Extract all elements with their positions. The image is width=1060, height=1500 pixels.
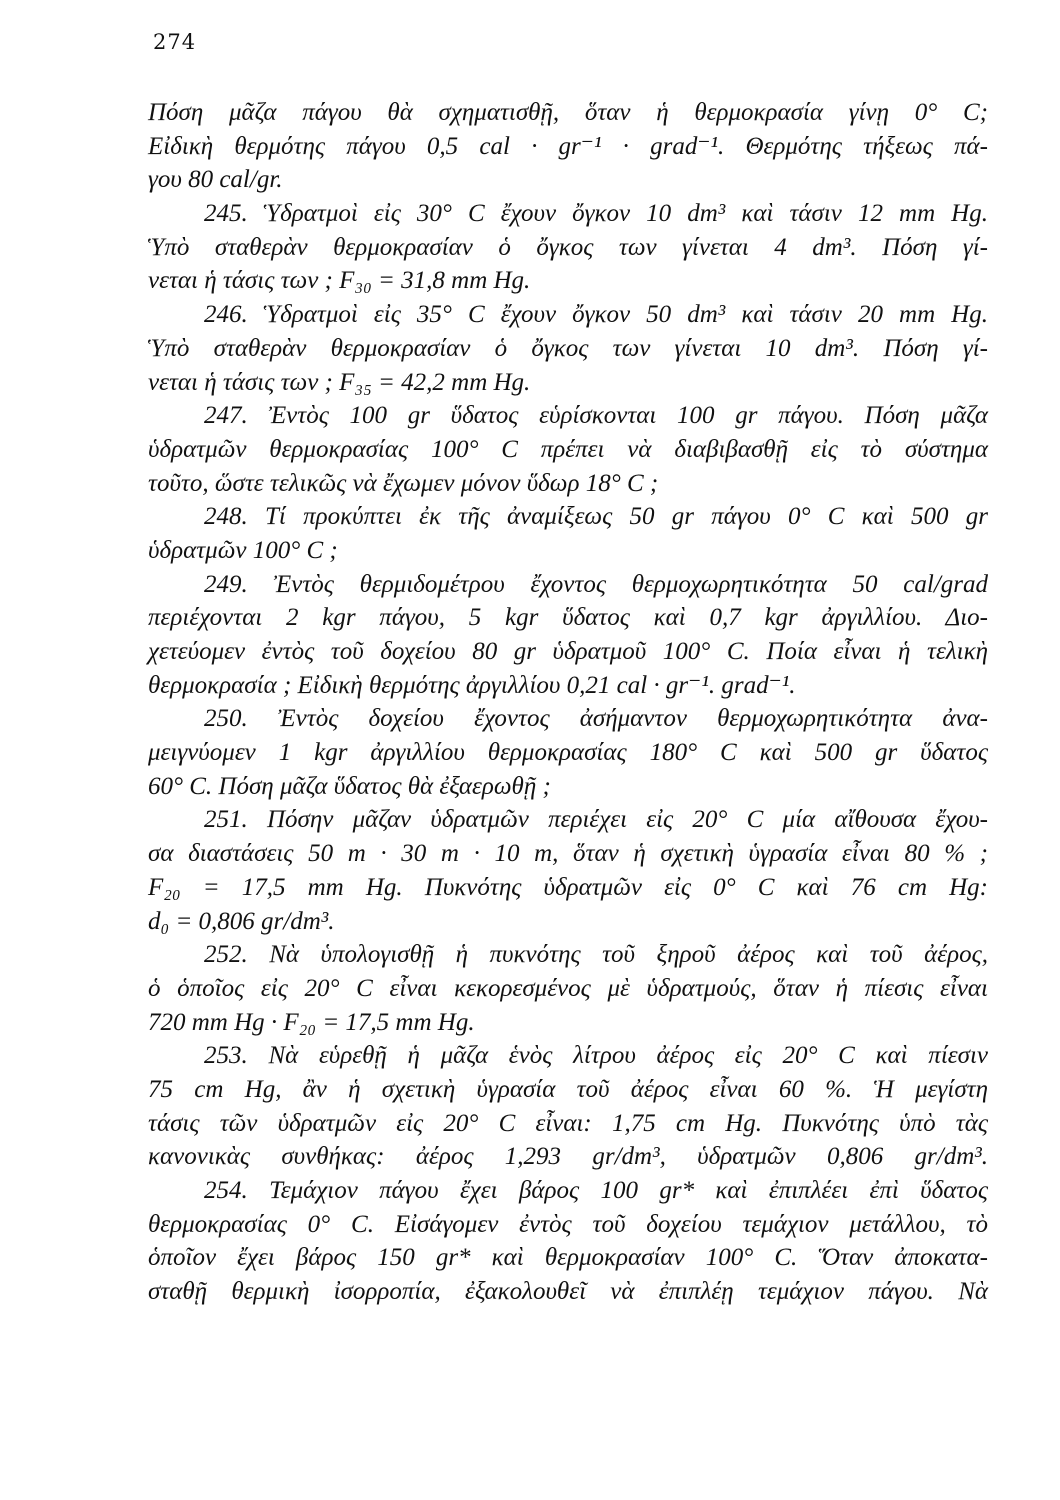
text-line: σα διαστάσεις 50 m · 30 m · 10 m, ὅταν ἡ σχετικὴ ὑγρασία εἶναι 80 % ; (148, 840, 988, 868)
text-line: σταθῇ θερμικὴ ἰσορροπία, ἐξακολουθεῖ νὰ ἐπιπλέῃ τεμάχιον πάγου. Νὰ (148, 1278, 988, 1306)
text-line: μειγνύομεν 1 kgr ἀργιλλίου θερμοκρασίας 180° C καὶ 500 gr ὕδατος (148, 739, 988, 767)
text-line: θερμοκρασία ; Εἰδικὴ θερμότης ἀργιλλίου 0,21 cal · gr⁻¹. grad⁻¹. (148, 671, 796, 699)
text-line: γου 80 cal/gr. (148, 166, 283, 194)
text-line: 720 mm Hg · F₂₀ = 17,5 mm Hg. (148, 1008, 475, 1036)
exercise-text-block (148, 96, 988, 1309)
text-line: Εἰδικὴ θερμότης πάγου 0,5 cal · gr⁻¹ · grad⁻¹. Θερμότης τήξεως πά- (148, 132, 988, 160)
text-line: 251. Πόσην μᾶζαν ὑδρατμῶν περιέχει εἰς 20° C μία αἴθουσα ἔχου- (204, 806, 988, 834)
text-line: Ὑπὸ σταθερὰν θερμοκρασίαν ὁ ὄγκος των γίνεται 4 dm³. Πόση γί- (148, 233, 988, 261)
text-line: 253. Νὰ εὑρεθῇ ἡ μᾶζα ἑνὸς λίτρου ἀέρος εἰς 20° C καὶ πίεσιν (204, 1042, 988, 1070)
text-line: τάσις τῶν ὑδρατμῶν εἰς 20° C εἶναι: 1,75 cm Hg. Πυκνότης ὑπὸ τὰς (148, 1109, 988, 1137)
text-line: d₀ = 0,806 gr/dm³. (148, 907, 335, 935)
text-line: 245. Ὑδρατμοὶ εἰς 30° C ἔχουν ὄγκον 10 dm³ καὶ τάσιν 12 mm Hg. (204, 200, 988, 228)
text-line: 248. Τί προκύπτει ἐκ τῆς ἀναμίξεως 50 gr πάγου 0° C καὶ 500 gr (204, 503, 988, 531)
page-number: 274 (153, 30, 197, 54)
text-line: 247. Ἐντὸς 100 gr ὕδατος εὑρίσκονται 100 gr πάγου. Πόση μᾶζα (204, 402, 988, 430)
text-line: ὑδρατμῶν θερμοκρασίας 100° C πρέπει νὰ διαβιβασθῇ εἰς τὸ σύστημα (148, 435, 988, 463)
text-line: ὑδρατμῶν 100° C ; (148, 536, 338, 564)
text-line: χετεύομεν ἐντὸς τοῦ δοχείου 80 gr ὑδρατμοῦ 100° C. Ποία εἶναι ἡ τελικὴ (148, 638, 988, 665)
text-line: 75 cm Hg, ἂν ἡ σχετικὴ ὑγρασία τοῦ ἀέρος εἶναι 60 %. Ἡ μεγίστη (148, 1075, 988, 1103)
text-line: 254. Τεμάχιον πάγου ἔχει βάρος 100 gr* καὶ ἐπιπλέει ἐπὶ ὕδατος (204, 1177, 988, 1204)
text-line: κανονικὰς συνθήκας: ἀέρος 1,293 gr/dm³, ὑδρατμῶν 0,806 gr/dm³. (148, 1143, 988, 1171)
text-line: 250. Ἐντὸς δοχείου ἔχοντος ἀσήμαντον θερμοχωρητικότητα ἀνα- (204, 705, 988, 733)
text-line: ὁ ὁποῖος εἰς 20° C εἶναι κεκορεσμένος μὲ ὑδρατμούς, ὅταν ἡ πίεσις εἶναι (148, 974, 988, 1002)
text-line: ὁποῖον ἔχει βάρος 150 gr* καὶ θερμοκρασίαν 100° C. Ὅταν ἀποκατα- (148, 1244, 988, 1272)
text-line: 246. Ὑδρατμοὶ εἰς 35° C ἔχουν ὄγκον 50 dm³ καὶ τάσιν 20 mm Hg. (204, 301, 988, 329)
text-line: Πόση μᾶζα πάγου θὰ σχηματισθῇ, ὅταν ἡ θερμοκρασία γίνῃ 0° C; (148, 99, 988, 126)
text-line: Ὑπὸ σταθερὰν θερμοκρασίαν ὁ ὄγκος των γίνεται 10 dm³. Πόση γί- (148, 334, 988, 362)
text-line: περιέχονται 2 kgr πάγου, 5 kgr ὕδατος καὶ 0,7 kgr ἀργιλλίου. Διο- (148, 604, 988, 632)
text-line: θερμοκρασίας 0° C. Εἰσάγομεν ἐντὸς τοῦ δοχείου τεμάχιον μετάλλου, τὸ (148, 1210, 988, 1238)
text-line: νεται ἡ τάσις των ; F₃₅ = 42,2 mm Hg. (148, 368, 531, 396)
text-line: F₂₀ = 17,5 mm Hg. Πυκνότης ὑδρατμῶν εἰς 0° C καὶ 76 cm Hg: (148, 873, 988, 901)
text-line: 252. Νὰ ὑπολογισθῇ ἡ πυκνότης τοῦ ξηροῦ ἀέρος καὶ τοῦ ἀέρος, (204, 941, 988, 969)
text-line: 60° C. Πόση μᾶζα ὕδατος θὰ ἐξαερωθῇ ; (148, 772, 551, 800)
text-line: τοῦτο, ὥστε τελικῶς νὰ ἔχωμεν μόνον ὕδωρ 18° C ; (148, 469, 659, 497)
text-line: νεται ἡ τάσις των ; F₃₀ = 31,8 mm Hg. (148, 267, 531, 295)
text-line: 249. Ἐντὸς θερμιδομέτρου ἔχοντος θερμοχωρητικότητα 50 cal/grad (204, 570, 988, 598)
